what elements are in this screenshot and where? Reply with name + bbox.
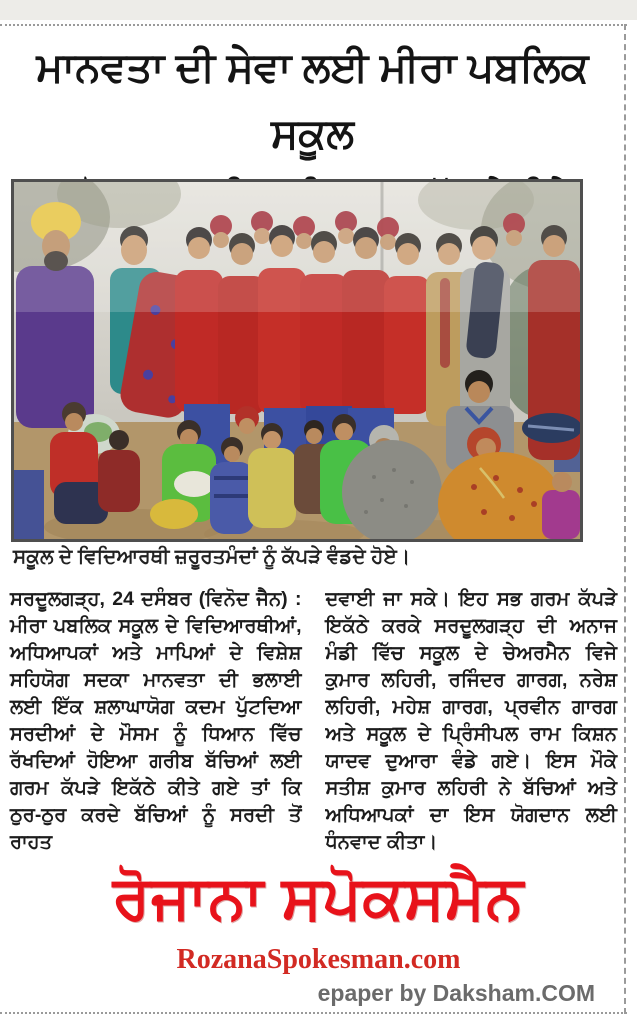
article-body [10, 586, 617, 856]
article-column-left: ਸਰਦੂਲਗੜ੍ਹ, 24 ਦਸੰਬਰ (ਵਿਨੋਦ ਜੈਨ) : ਮੀਰਾ ਪਬਲਿਕ ਸਕੂਲ ਦੇ ਵਿਦਿਆਰਥੀਆਂ, ਅਧਿਆਪਕਾਂ ਅਤੇ ਮਾਪਿਆਂ ਦੇ ਵਿਸ਼ੇਸ਼ ਸਹਿਯੋਗ ਸਦਕਾ ਮਾਨਵਤਾ ਦੀ ਭਲਾਈ ਲਈ ਇੱਕ ਸ਼ਲਾਘਾਯੋਗ ਕਦਮ ਪੁੱਟਦਿਆ ਸਰਦੀਆਂ ਦੇ ਮੌਸਮ ਨੂੰ ਧਿਆਨ ਵਿੱਚ ਰੱਖਦਿਆਂ ਹੋਇਆ ਗਰੀਬ ਬੱਚਿਆਂ ਲਈ ਗਰਮ ਕੱਪੜੇ ਇਕੱਠੇ ਕੀਤੇ ਗਏ ਤਾਂ ਕਿ ਠੁਰ-ਠੁਰ ਕਰਦੇ ਬੱਚਿਆਂ ਨੂੰ ਸਰਦੀ ਤੋਂ ਰਾਹਤ [10, 588, 302, 853]
photo-caption: ਸਕੂਲ ਦੇ ਵਿਦਿਆਰਥੀ ਜ਼ਰੂਰਤਮੰਦਾਂ ਨੂੰ ਕੱਪੜੇ ਵੰਡਦੇ ਹੋਏ। [13, 546, 411, 568]
article-column-right: ਦਵਾਈ ਜਾ ਸਕੇ। ਇਹ ਸਭ ਗਰਮ ਕੱਪੜੇ ਇਕੱਠੇ ਕਰਕੇ ਸਰਦੂਲਗੜ੍ਹ ਦੀ ਅਨਾਜ ਮੰਡੀ ਵਿੱਚ ਸਕੂਲ ਦੇ ਚੇਅਰਮੈਨ ਵਿਜੇ ਕੁਮਾਰ ਲਹਿਰੀ, ਰਜਿੰਦਰ ਗਾਰਗ, ਨਰੇਸ਼ ਲਹਿਰੀ, ਮਹੇਸ਼ ਗਾਰਗ, ਪ੍ਰਵੀਨ ਗਾਰਗ ਅਤੇ ਸਕੂਲ ਦੇ ਪ੍ਰਿੰਸੀਪਲ ਰਾਮ ਕਿਸ਼ਨ ਯਾਦਵ ਦੁਆਰਾ ਵੰਡੇ ਗਏ। ਇਸ ਮੌਕੇ ਸਤੀਸ਼ ਕੁਮਾਰ ਲਹਿਰੀ ਨੇ ਬੱਚਿਆਂ ਅਤੇ ਅਧਿਆਪਕਾਂ ਦਾ ਇਸ ਯੋਗਦਾਨ ਲਈ ਧੰਨਵਾਦ ਕੀਤਾ। [325, 588, 617, 853]
news-photo [11, 179, 583, 542]
newspaper-website: RozanaSpokesman.com [176, 944, 461, 975]
dotted-border-bottom [0, 1012, 627, 1014]
top-gray-strip [0, 0, 637, 20]
dotted-border-top [0, 24, 627, 26]
newspaper-logo: ਰੋਜਾਨਾ ਸਪੋਕਸਮੈਨ [112, 864, 525, 931]
headline-line-1: ਮਾਨਵਤਾ ਦੀ ਸੇਵਾ ਲਈ ਮੀਰਾ ਪਬਲਿਕ ਸਕੂਲ [36, 44, 589, 156]
epaper-credit: epaper by Daksham.COM [317, 980, 595, 1006]
news-photo-illustration [14, 182, 580, 539]
